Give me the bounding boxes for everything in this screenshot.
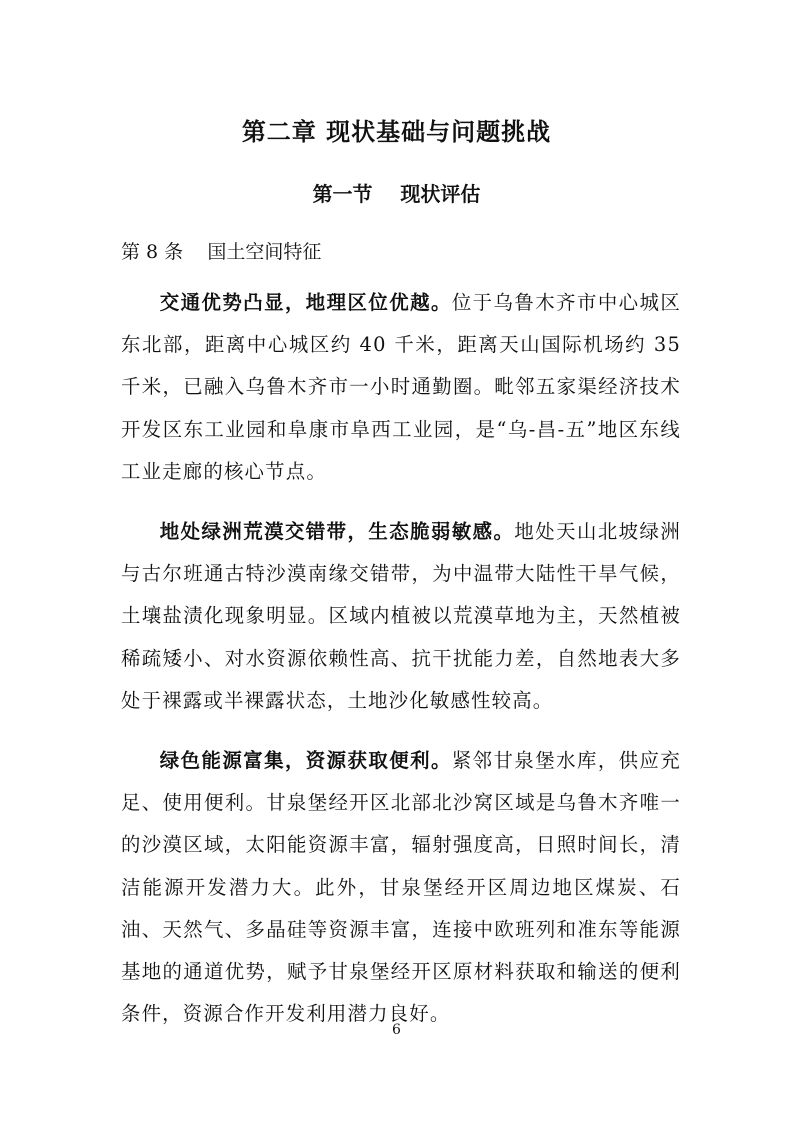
article-heading: 第 8 条 国土空间特征 bbox=[121, 241, 322, 263]
paragraph-text: 地处天山北坡绿洲与古尔班通古特沙漠南缘交错带，为中温带大陆性干旱气候，土壤盐渍化现象明显。区域内植被以荒漠草地为主，天然植被稀疏矮小、对水资源依赖性高、抗干扰能力差，自然地表大多处于裸露或半裸露状态，土地沙化敏感性较高。 bbox=[121, 520, 681, 712]
document-body bbox=[121, 282, 681, 1053]
paragraph-energy-resources bbox=[121, 740, 681, 1035]
paragraph-lead: 地处绿洲荒漠交错带，生态脆弱敏感。 bbox=[159, 520, 515, 544]
paragraph-ecology bbox=[121, 511, 681, 722]
section-title: 第一节 现状评估 bbox=[312, 182, 481, 206]
page-number: 6 bbox=[392, 1022, 401, 1038]
paragraph-text: 紧邻甘泉堡水库，供应充足、使用便利。甘泉堡经开区北部北沙窝区域是乌鲁木齐唯一的沙漠区域，太阳能资源丰富，辐射强度高，日照时间长，清洁能源开发潜力大。此外，甘泉堡经开区周边地区煤炭、石油、天然气、多晶硅等资源丰富，连接中欧班列和准东等能源基地的通道优势，赋予甘泉堡经开区原材料获取和输送的便利条件，资源合作开发利用潜力良好。 bbox=[121, 749, 681, 1026]
paragraph-text: 位于乌鲁木齐市中心城区东北部，距离中心城区约 40 千米，距离天山国际机场约 35 千米，已融入乌鲁木齐市一小时通勤圈。毗邻五家渠经济技术开发区东工业园和阜康市阜西工业园，是“乌-昌-五”地区东线工业走廊的核心节点。 bbox=[121, 291, 681, 483]
paragraph-transport-location bbox=[121, 282, 681, 493]
chapter-title: 第二章 现状基础与问题挑战 bbox=[241, 117, 552, 146]
paragraph-lead: 绿色能源富集，资源获取便利。 bbox=[159, 749, 452, 773]
paragraph-lead: 交通优势凸显，地理区位优越。 bbox=[159, 291, 452, 314]
